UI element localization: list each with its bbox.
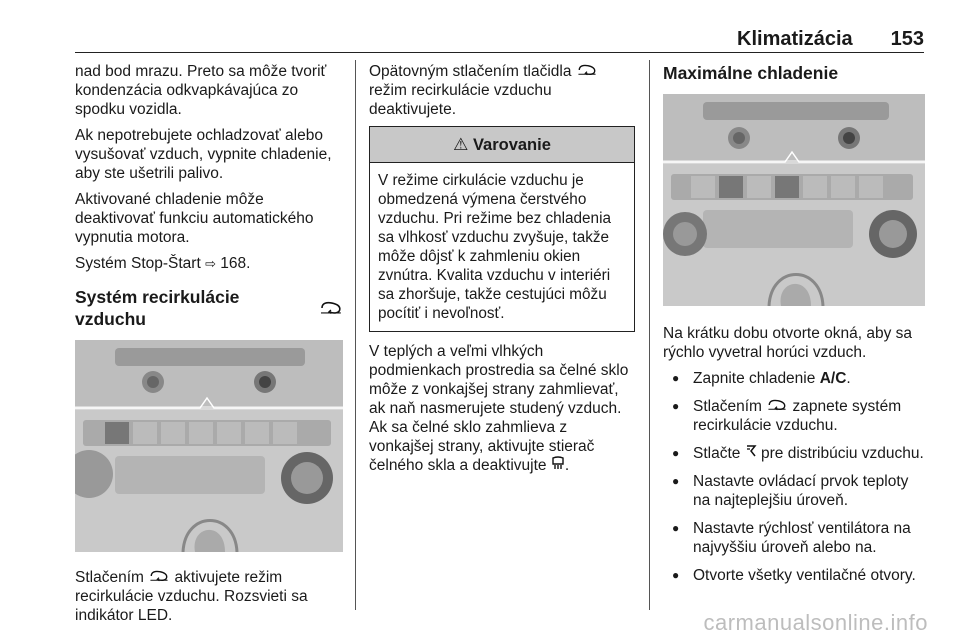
column-middle <box>369 62 635 482</box>
warning-box <box>369 126 635 332</box>
section-heading: Systém recirkulácie vzduchu <box>75 286 343 330</box>
air-distribution-icon <box>745 444 757 458</box>
watermark: carmanualsonline.info <box>703 610 928 635</box>
climate-panel-photo <box>663 94 925 306</box>
list-item: ● Nastavte rýchlosť ventilátora na najvyššiu úroveň alebo na. <box>663 519 925 557</box>
list-item: ● Stlačením zapnete systém recirkulácie vzduchu. <box>663 397 925 435</box>
list-item: ● Otvorte všetky ventilačné otvory. <box>663 566 925 585</box>
paragraph: Na krátku dobu otvorte okná, aby sa rýchlo vyvetral horúci vzduch. <box>663 325 913 361</box>
figure-caption: Stlačením aktivujete režim recirkulácie vzduchu. Rozsvieti sa indikátor LED. <box>75 569 308 624</box>
page-title: Klimatizácia <box>737 28 853 50</box>
paragraph: Opätovným stlačením tlačidla režim recirkulácie vzduchu deaktivujete. <box>369 62 635 119</box>
page-reference-arrow-icon: ⇨ <box>205 257 216 272</box>
warning-triangle-icon: ⚠ <box>453 135 469 155</box>
instruction-list <box>663 369 925 585</box>
column-left <box>75 62 343 632</box>
paragraph: Systém Stop-Štart ⇨ 168. <box>75 255 251 272</box>
paragraph: Aktivované chladenie môže deaktivovať funkciu automatického vypnutia motora. <box>75 191 314 246</box>
page-number: 153 <box>890 28 924 50</box>
list-item: ● Nastavte ovládací prvok teploty na najteplejšiu úroveň. <box>663 472 925 510</box>
windscreen-airflow-icon <box>551 456 565 470</box>
column-right <box>663 62 925 594</box>
warning-header: ⚠ Varovanie <box>370 127 634 163</box>
warning-text: V režime cirkulácie vzduchu je obmedzená výmena čerstvého vzduchu. Pri režime bez chladenia sa vlhkosť vzduchu zvyšuje, takže môže dôjsť k zahmleniu okien zvnútra. Kvalita vzduchu v interiéri sa zhoršuje, takže cestujúci môžu pocítiť i nevoľnosť. <box>378 172 611 322</box>
header-rule <box>75 52 924 53</box>
paragraph: nad bod mrazu. Preto sa môže tvoriť kondenzácia odkvapkávajúca zo spodku vozidla. <box>75 63 327 118</box>
recirculation-icon <box>148 570 170 582</box>
section-heading: Maximálne chladenie <box>663 63 839 83</box>
paragraph: Ak nepotrebujete ochladzovať alebo vysušovať vzduch, vypnite chladenie, aby ste ušetrili palivo. <box>75 127 332 182</box>
page-header <box>75 28 924 52</box>
paragraph: V teplých a veľmi vlhkých podmienkach prostredia sa čelné sklo môže z vonkajšej strany zahmlievať, ak naň nasmerujete studený vzduch. Ak sa čelné sklo zahmlieva z vonkajšej strany, aktivujte stierač čelného skla a deaktivujte . <box>369 343 629 474</box>
recirculation-icon <box>576 64 598 76</box>
list-item: ● Zapnite chladenie A/C. <box>663 369 925 388</box>
column-divider <box>355 60 356 610</box>
list-item: ● Stlačte pre distribúciu vzduchu. <box>663 444 925 463</box>
recirculation-icon <box>766 399 788 411</box>
recirculation-icon <box>319 301 343 315</box>
climate-panel-photo <box>75 340 343 552</box>
column-divider <box>649 60 650 610</box>
